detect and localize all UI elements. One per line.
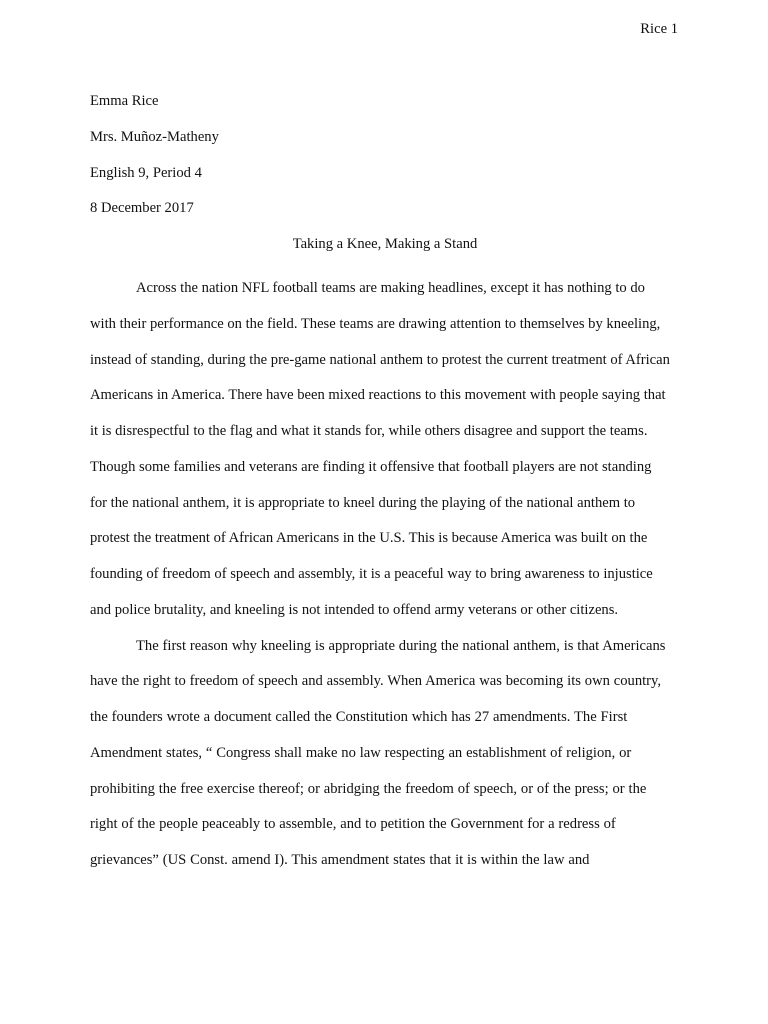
- paragraph-1: Across the nation NFL football teams are making headlines, except it has nothing to do with their performance on the field. These teams are drawing attention to themselves by kneeling, instead of standing, during the pre-game national anthem to protest the current treatment of African Americans in America. There have been mixed reactions to this movement with people saying that it is disrespectful to the flag and what it stands for, while others disagree and support the teams. Though some families and veterans are finding it offensive that football players are not standing for the national anthem, it is appropriate to kneel during the playing of the national anthem to protest the treatment of African Americans in the U.S. This is because America was built on the founding of freedom of speech and assembly, it is a peaceful way to bring awareness to injustice and police brutality, and kneeling is not intended to offend army veterans or other citizens.: [90, 280, 670, 618]
- essay-body: [90, 271, 671, 879]
- essay-title: Taking a Knee, Making a Stand: [292, 236, 478, 253]
- running-head: Rice 1: [640, 21, 678, 37]
- teacher-name: Mrs. Muñoz-Matheny: [90, 128, 219, 145]
- student-name: Emma Rice: [90, 93, 159, 109]
- paragraph-2: The first reason why kneeling is appropriate during the national anthem, is that Americans have the right to freedom of speech and assembly. When America was becoming its own country, the founders wrote a document called the Constitution which has 27 amendments. The First Amendment states, “ Congress shall make no law respecting an establishment of religion, or prohibiting the free exercise thereof; or abridging the freedom of speech, or of the press; or the right of the people peaceably to assemble, and to petition the Government for a redress of grievances” (US Const. amend I). This amendment states that it is within the law and: [90, 637, 666, 868]
- date: 8 December 2017: [90, 200, 194, 217]
- course-name: English 9, Period 4: [90, 164, 202, 181]
- mla-heading: [90, 92, 680, 271]
